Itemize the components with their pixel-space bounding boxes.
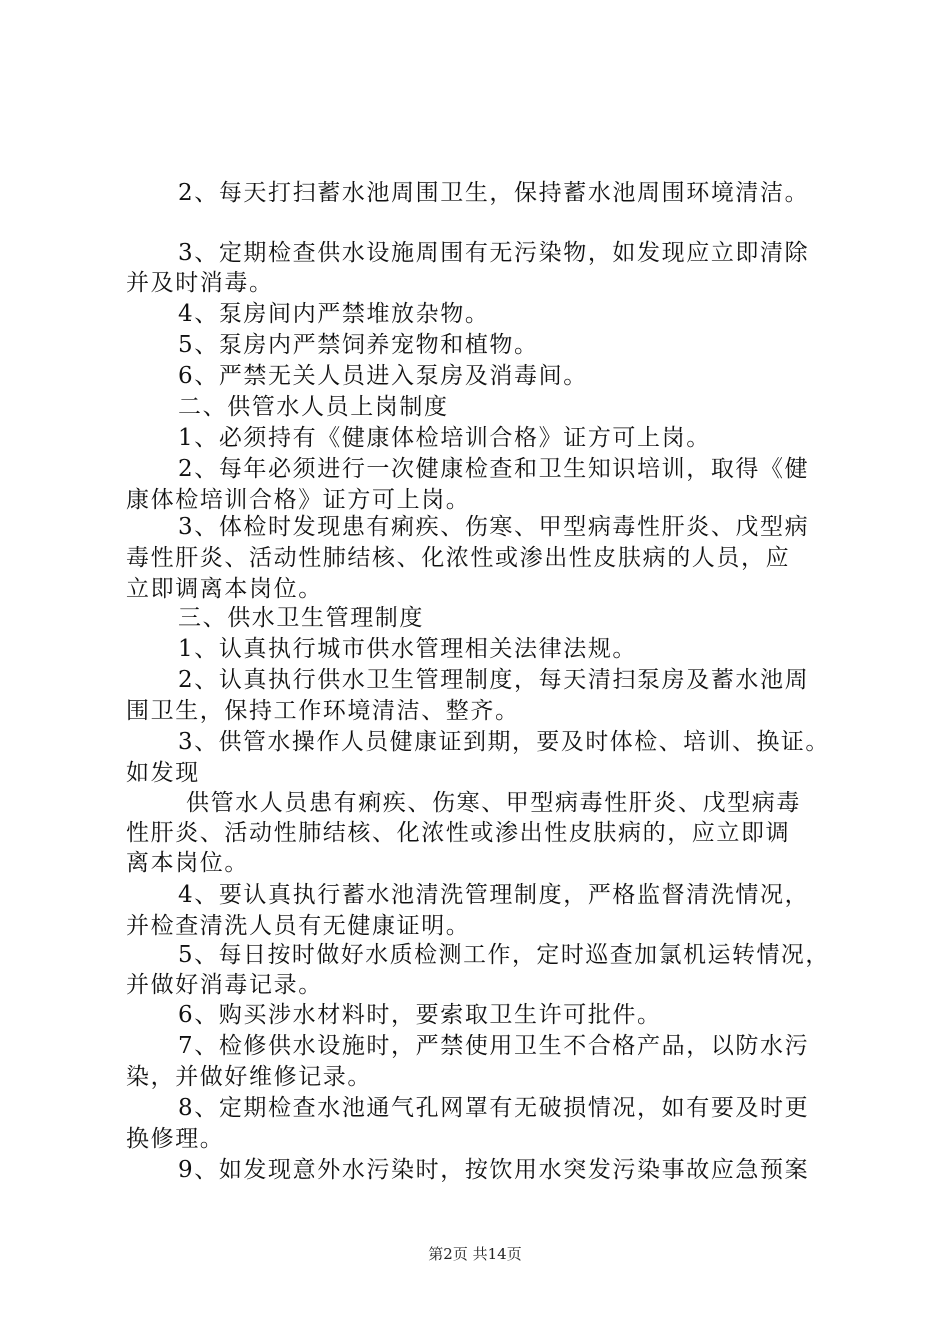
section-heading: 三、供水卫生管理制度: [178, 605, 424, 631]
text-line: 3、体检时发现患有痢疾、伤寒、甲型病毒性肝炎、戊型病: [178, 514, 810, 540]
text-line: 8、定期检查水池通气孔网罩有无破损情况，如有要及时更: [178, 1095, 810, 1121]
text-line: 3、定期检查供水设施周围有无污染物，如发现应立即清除: [178, 240, 810, 266]
text-line: 6、购买涉水材料时，要索取卫生许可批件。: [178, 1002, 662, 1028]
text-line: 毒性肝炎、活动性肺结核、化浓性或渗出性皮肤病的人员，应: [126, 545, 791, 571]
text-line: 4、要认真执行蓄水池清洗管理制度，严格监督清洗情况，: [178, 882, 810, 908]
text-line: 染，并做好维修记录。: [126, 1064, 372, 1090]
text-line: 4、泵房间内严禁堆放杂物。: [178, 301, 490, 327]
text-line: 并做好消毒记录。: [126, 972, 323, 998]
text-line: 2、认真执行供水卫生管理制度，每天清扫泵房及蓄水池周: [178, 667, 810, 693]
page-number-footer: 第2页 共14页: [428, 1245, 522, 1263]
text-line: 1、认真执行城市供水管理相关法律法规。: [178, 636, 638, 662]
text-line: 围卫生，保持工作环境清洁、整齐。: [126, 698, 520, 724]
text-line: 3、供管水操作人员健康证到期，要及时体检、培训、换证。: [178, 729, 830, 755]
text-line: 立即调离本岗位。: [126, 576, 323, 602]
text-line: 康体检培训合格》证方可上岗。: [126, 487, 471, 513]
text-line: 9、如发现意外水污染时，按饮用水突发污染事故应急预案: [178, 1157, 810, 1183]
text-line: 性肝炎、活动性肺结核、化浓性或渗出性皮肤病的，应立即调: [126, 820, 791, 846]
text-line: 7、检修供水设施时，严禁使用卫生不合格产品，以防水污: [178, 1033, 810, 1059]
text-line: 1、必须持有《健康体检培训合格》证方可上岗。: [178, 425, 711, 451]
text-line: 供管水人员患有痢疾、伤寒、甲型病毒性肝炎、戊型病毒: [186, 790, 801, 816]
text-line: 并检查清洗人员有无健康证明。: [126, 913, 471, 939]
text-line: 如发现: [126, 760, 200, 786]
text-line: 2、每天打扫蓄水池周围卫生，保持蓄水池周围环境清洁。: [178, 180, 810, 206]
text-line: 2、每年必须进行一次健康检查和卫生知识培训，取得《健: [178, 456, 810, 482]
text-line: 5、泵房内严禁饲养宠物和植物。: [178, 332, 539, 358]
text-line: 并及时消毒。: [126, 270, 274, 296]
section-heading: 二、供管水人员上岗制度: [178, 394, 449, 420]
text-line: 6、严禁无关人员进入泵房及消毒间。: [178, 363, 588, 389]
text-line: 换修理。: [126, 1126, 225, 1152]
text-line: 5、每日按时做好水质检测工作，定时巡查加氯机运转情况，: [178, 942, 830, 968]
text-line: 离本岗位。: [126, 850, 249, 876]
